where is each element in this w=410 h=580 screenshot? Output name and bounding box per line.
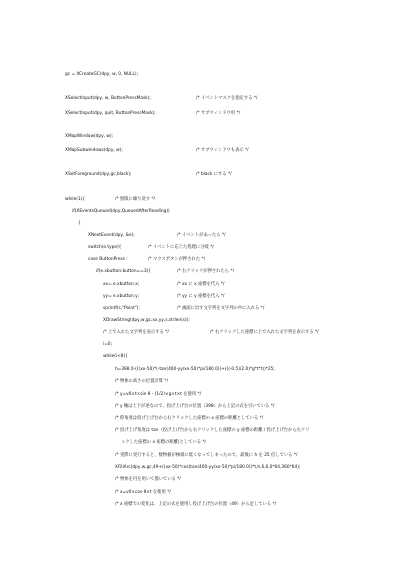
code-line: h=398.0-(((xx-50)*(-tan(400-yy/xx-50)*pi/180.0))+(((-0.5)/2.0)*g*t*t))*25; (115, 367, 275, 372)
code-comment: /* 物体の高さの位置計算 */ (115, 379, 168, 384)
code-line: XSelectInput(dpy, quit, ButtonPressMask); (65, 111, 156, 116)
code-line: XSetForeground(dpy,gc,black); (65, 172, 132, 177)
code-line: xx= e.xbutton.x; (103, 282, 140, 287)
code-comment: /* サブウィンドウも表示 */ (196, 148, 249, 153)
code-line: yy= e.xbutton.y; (103, 294, 140, 299)
code-comment: /* black にする */ (196, 172, 232, 177)
code-comment: /* 物体を円を用いて描いている */ (115, 477, 181, 482)
code-line: if(e.xbutton.button==3){ (96, 269, 151, 274)
code-line: if(XEventsQueued(dpy,QueuedAfterReading)) (72, 209, 170, 214)
code-line: XFillArc(dpy,w,gc,49+((xx-50)*cos(tan(400-yy/xx-50)*pi/180.0))*t,h,6,6,0*64,360*64); (115, 465, 301, 470)
code-comment: /* 無限に繰り返す */ (115, 197, 156, 202)
code-comment: /* イベントに応じた処理に分岐 */ (148, 245, 214, 250)
code-comment: /* 投げ上げ角度は tan（投げ上げ台から右クリックした座標の y 座標の距離 / 投げ上げ台から右クリ (115, 428, 310, 433)
code-comment: /* 画面に出す文字列を文字列の中に入れる */ (177, 306, 265, 311)
code-comment: /* マウスボタンが押された */ (148, 257, 206, 262)
code-line: sprintf(s,"Point"); (103, 306, 140, 311)
code-comment: /* イベントがあったら */ (177, 233, 226, 238)
code-comment: /* 上で入れた文字列を表示する */ (103, 330, 169, 335)
code-comment: /* yy に y 座標を代入 */ (177, 294, 225, 299)
code-comment: /* 実際に実行すると、数物値が極端に低くなってしまったので、最後に h を 25 倍している */ (115, 453, 298, 458)
code-line: gc = XCreateGC(dpy, w, 0, NULL); (65, 72, 139, 77)
code-line: case ButtonPress : (88, 257, 128, 262)
code-comment: /* 右クリックが押されたら */ (177, 269, 235, 274)
code-comment: /* 右クリックした座標に上で入れた文字列を表示する */ (210, 330, 319, 335)
code-comment: /* 仰角度は投げ上げ台から右クリックした座標の x 座標の距離としている */ (115, 416, 264, 421)
code-line: XDrawString(dpy,w,gc,xx,yy,s,strlen(s)); (103, 318, 190, 323)
code-comment: /* サブウィンドウ用 */ (196, 111, 241, 116)
code-line: while(1){ (65, 197, 86, 202)
code-comment: /* x 座標での変化は、上記の式を使用し投げ上げ台の位置（49）から足している */ (115, 502, 277, 507)
code-line: XNextEvent(dpy, &e); (88, 233, 135, 238)
code-line: { (78, 221, 81, 226)
code-line: XMapWindow(dpy, w); (65, 134, 113, 139)
code-line: XMapSubwindows(dpy, w); (65, 148, 123, 153)
code-comment: /* xx に x 座標を代入 */ (177, 282, 225, 287)
code-comment: /* イベントマスクを指定する */ (196, 96, 258, 101)
code-line: while(i<8){ (103, 354, 128, 359)
code-comment: /* y=v0×t×sin θ - (1/2)×g×t×t を使用 */ (115, 392, 202, 397)
code-comment: /* y 軸は上下が逆なので、投げ上げ台の位置（398）から上記の式を引いている */ (115, 404, 275, 409)
code-comment: /* x=v0×cos θ×t を使用 */ (115, 490, 171, 495)
code-line: i=0; (103, 342, 112, 347)
code-comment: ックした座標の x 座標の距離)としている */ (121, 440, 206, 445)
code-line: switch(e.type){ (88, 245, 122, 250)
code-line: XSelectInput(dpy, w, ButtonPressMask); (65, 96, 151, 101)
